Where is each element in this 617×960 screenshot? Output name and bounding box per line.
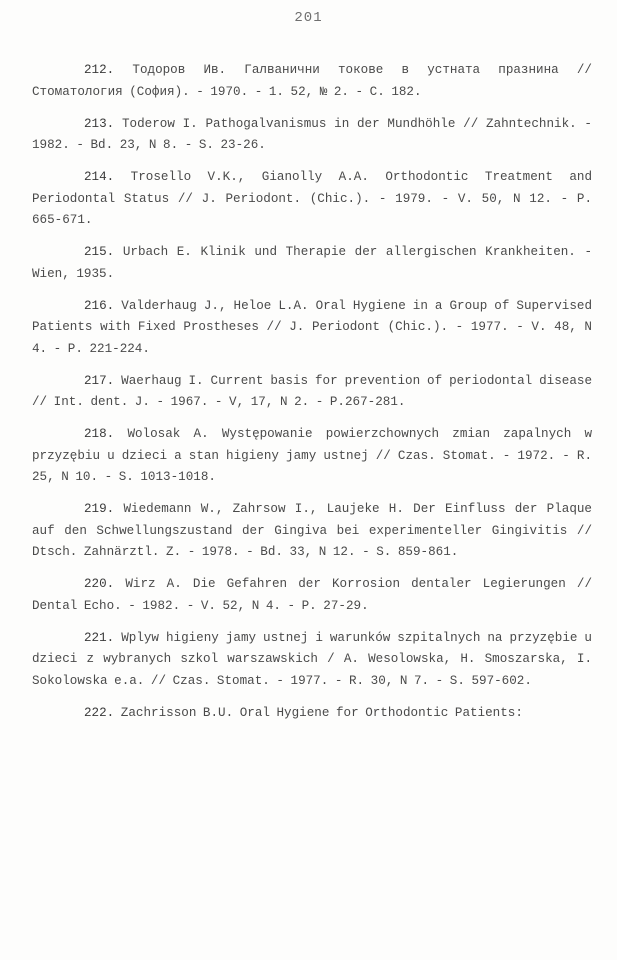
entry-text: Toderow I. Pathogalvanismus in der Mundhöhle // Zahntechnik. - 1982. - Bd. 23, N 8. - S. 23-26.	[32, 116, 592, 152]
bibliography-entry	[32, 424, 592, 489]
bibliography-entry	[32, 499, 592, 564]
entry-number: 220.	[84, 577, 115, 591]
entry-text: Wiedemann W., Zahrsow I., Laujeke H. Der Einfluss der Plaque auf den Schwellungszustand der Gingiva bei experimenteller Gingivitis // Dtsch. Zahnärztl. Z. - 1978. - Bd. 33, N 12. - S. 859-861.	[32, 502, 592, 559]
bibliography-entry	[32, 296, 592, 361]
entry-text: Wirz A. Die Gefahren der Korrosion dentaler Legierungen // Dental Echo. - 1982. - V. 52, N 4. - P. 27-29.	[32, 577, 592, 613]
entry-number: 218.	[84, 427, 115, 441]
entry-number: 214.	[84, 170, 115, 184]
bibliography-entry	[32, 60, 592, 103]
entry-number: 213.	[84, 116, 115, 131]
entry-number: 215.	[84, 245, 115, 259]
entry-number: 216.	[84, 298, 115, 313]
entry-text: Urbach E. Klinik und Therapie der allergischen Krankheiten. - Wien, 1935.	[32, 245, 593, 281]
bibliography-entry	[32, 574, 592, 617]
bibliography-entry	[32, 242, 592, 285]
bibliography-entry	[32, 167, 592, 232]
entry-text: Waerhaug I. Current basis for prevention of periodontal disease // Int. dent. J. - 1967. - V, 17, N 2. - P.267-281.	[32, 373, 592, 409]
bibliography-list	[32, 60, 592, 735]
bibliography-entry	[32, 114, 592, 157]
entry-text: Тодоров Ив. Галванични токове в устната празнина // Стоматология (София). - 1970. - 1. 52, № 2. - С. 182.	[32, 63, 592, 99]
bibliography-entry	[32, 703, 592, 725]
page-number: 201	[294, 10, 323, 26]
entry-text: Valderhaug J., Heloe L.A. Oral Hygiene in a Group of Supervised Patients with Fixed Prostheses // J. Periodont (Chic.). - 1977. - V. 48, N 4. - P. 221-224.	[32, 298, 593, 356]
entry-text: Zachrisson B.U. Oral Hygiene for Orthodontic Patients:	[120, 705, 523, 720]
entry-number: 222.	[84, 705, 115, 720]
bibliography-entry	[32, 628, 592, 693]
entry-number: 217.	[84, 373, 115, 388]
entry-text: Trosello V.K., Gianolly A.A. Orthodontic Treatment and Periodontal Status // J. Periodont. (Chic.). - 1979. - V. 50, N 12. - P. 665-671.	[32, 170, 592, 227]
bibliography-entry	[32, 371, 592, 414]
entry-number: 219.	[84, 502, 115, 516]
entry-text: Wplyw higieny jamy ustnej i warunków szpitalnych na przyzębie u dzieci z wybranych szkol warszawskich / A. Wesolowska, H. Smoszarska, I. Sokolowska e.a. // Czas. Stomat. - 1977. - R. 30, N 7. - S. 597-602.	[32, 630, 592, 688]
entry-number: 221.	[84, 630, 115, 645]
entry-number: 212.	[84, 63, 115, 77]
entry-text: Wolosak A. Występowanie powierzchownych zmian zapalnych w przyzębiu u dzieci a stan higieny jamy ustnej // Czas. Stomat. - 1972. - R. 25, N 10. - S. 1013-1018.	[32, 427, 593, 484]
